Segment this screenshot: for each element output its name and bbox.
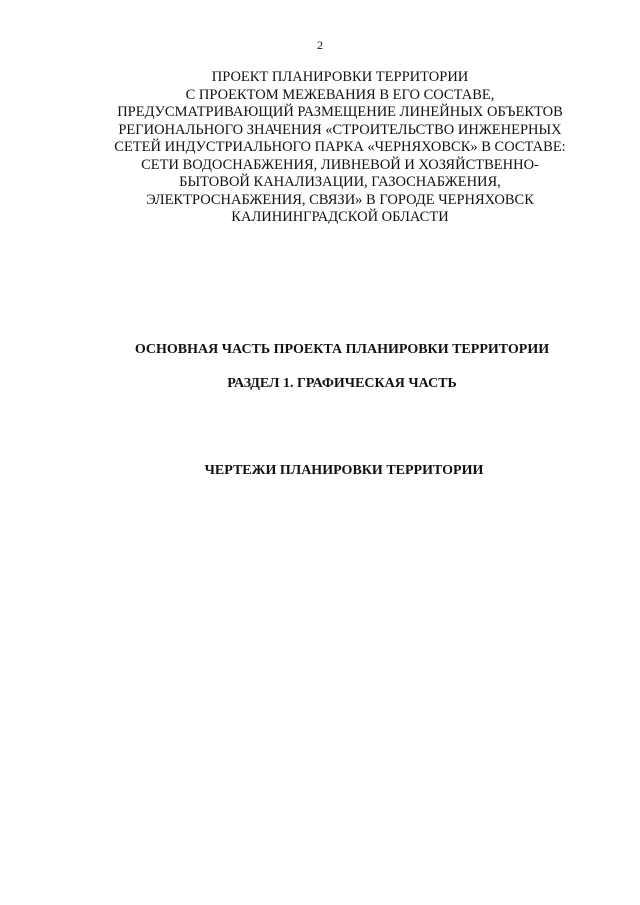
- document-title: [90, 69, 590, 227]
- section-heading: РАЗДЕЛ 1. ГРАФИЧЕСКАЯ ЧАСТЬ: [227, 376, 457, 391]
- title-line: ЭЛЕКТРОСНАБЖЕНИЯ, СВЯЗИ» В ГОРОДЕ ЧЕРНЯХОВСК: [146, 191, 534, 208]
- title-line: КАЛИНИНГРАДСКОЙ ОБЛАСТИ: [231, 209, 449, 225]
- title-line: СЕТЕЙ ИНДУСТРИАЛЬНОГО ПАРКА «ЧЕРНЯХОВСК» В СОСТАВЕ:: [114, 139, 566, 155]
- title-line: СЕТИ ВОДОСНАБЖЕНИЯ, ЛИВНЕВОЙ И ХОЗЯЙСТВЕННО-: [141, 156, 539, 173]
- page-number: 2: [317, 38, 323, 52]
- title-line: БЫТОВОЙ КАНАЛИЗАЦИИ, ГАЗОСНАБЖЕНИЯ,: [179, 174, 501, 190]
- drawings-heading: ЧЕРТЕЖИ ПЛАНИРОВКИ ТЕРРИТОРИИ: [204, 463, 484, 478]
- title-line: С ПРОЕКТОМ МЕЖЕВАНИЯ В ЕГО СОСТАВЕ,: [185, 86, 495, 103]
- title-line: ПРОЕКТ ПЛАНИРОВКИ ТЕРРИТОРИИ: [211, 69, 469, 85]
- title-line: ПРЕДУСМАТРИВАЮЩИЙ РАЗМЕЩЕНИЕ ЛИНЕЙНЫХ ОБЪЕКТОВ: [117, 104, 563, 120]
- main-heading: ОСНОВНАЯ ЧАСТЬ ПРОЕКТА ПЛАНИРОВКИ ТЕРРИТОРИИ: [134, 342, 550, 357]
- title-line: РЕГИОНАЛЬНОГО ЗНАЧЕНИЯ «СТРОИТЕЛЬСТВО ИНЖЕНЕРНЫХ: [118, 121, 562, 138]
